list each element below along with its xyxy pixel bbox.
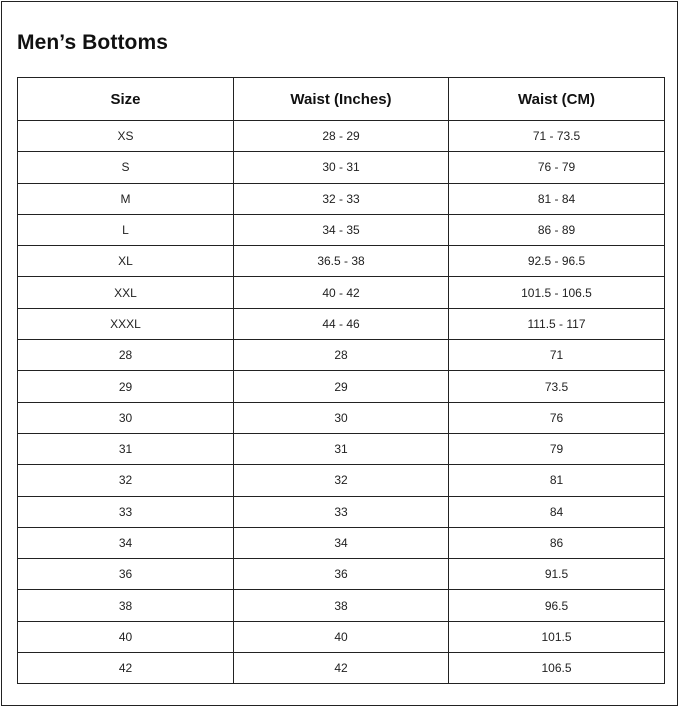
waist-inches-cell: 30 - 31 xyxy=(234,152,449,183)
column-header-waist-cm: Waist (CM) xyxy=(449,78,665,121)
table-row xyxy=(18,246,665,277)
waist-cm-cell: 96.5 xyxy=(449,590,665,621)
waist-inches-cell: 42 xyxy=(234,653,449,684)
column-header-size: Size xyxy=(18,78,234,121)
table-body xyxy=(18,121,665,684)
waist-inches-cell: 28 - 29 xyxy=(234,121,449,152)
size-cell: 42 xyxy=(18,653,234,684)
waist-inches-cell: 38 xyxy=(234,590,449,621)
table-row xyxy=(18,653,665,684)
waist-inches-cell: 32 xyxy=(234,465,449,496)
size-cell: 40 xyxy=(18,621,234,652)
size-cell: L xyxy=(18,214,234,245)
waist-cm-cell: 71 xyxy=(449,340,665,371)
waist-inches-cell: 33 xyxy=(234,496,449,527)
table-row xyxy=(18,121,665,152)
size-cell: 38 xyxy=(18,590,234,621)
size-cell: 28 xyxy=(18,340,234,371)
waist-cm-cell: 111.5 - 117 xyxy=(449,308,665,339)
waist-cm-cell: 101.5 xyxy=(449,621,665,652)
size-cell: XS xyxy=(18,121,234,152)
waist-cm-cell: 86 xyxy=(449,527,665,558)
table-row xyxy=(18,152,665,183)
waist-cm-cell: 101.5 - 106.5 xyxy=(449,277,665,308)
waist-cm-cell: 79 xyxy=(449,433,665,464)
table-row xyxy=(18,527,665,558)
waist-inches-cell: 29 xyxy=(234,371,449,402)
table-row xyxy=(18,308,665,339)
table-row xyxy=(18,433,665,464)
waist-cm-cell: 91.5 xyxy=(449,559,665,590)
size-chart-frame xyxy=(1,1,678,706)
table-row xyxy=(18,559,665,590)
size-cell: XXL xyxy=(18,277,234,308)
size-cell: XL xyxy=(18,246,234,277)
size-cell: 31 xyxy=(18,433,234,464)
waist-inches-cell: 44 - 46 xyxy=(234,308,449,339)
table-header-row xyxy=(18,78,665,121)
table-row xyxy=(18,277,665,308)
waist-inches-cell: 30 xyxy=(234,402,449,433)
waist-cm-cell: 71 - 73.5 xyxy=(449,121,665,152)
size-cell: M xyxy=(18,183,234,214)
waist-cm-cell: 81 xyxy=(449,465,665,496)
waist-cm-cell: 76 - 79 xyxy=(449,152,665,183)
waist-cm-cell: 76 xyxy=(449,402,665,433)
waist-cm-cell: 92.5 - 96.5 xyxy=(449,246,665,277)
table-row xyxy=(18,465,665,496)
size-cell: 32 xyxy=(18,465,234,496)
waist-inches-cell: 32 - 33 xyxy=(234,183,449,214)
waist-cm-cell: 84 xyxy=(449,496,665,527)
size-cell: 34 xyxy=(18,527,234,558)
size-cell: 29 xyxy=(18,371,234,402)
waist-inches-cell: 40 xyxy=(234,621,449,652)
waist-inches-cell: 40 - 42 xyxy=(234,277,449,308)
waist-inches-cell: 34 xyxy=(234,527,449,558)
table-row xyxy=(18,214,665,245)
table-row xyxy=(18,496,665,527)
size-cell: 33 xyxy=(18,496,234,527)
waist-cm-cell: 86 - 89 xyxy=(449,214,665,245)
size-cell: 30 xyxy=(18,402,234,433)
column-header-waist-inches: Waist (Inches) xyxy=(234,78,449,121)
waist-inches-cell: 31 xyxy=(234,433,449,464)
table-row xyxy=(18,340,665,371)
table-row xyxy=(18,402,665,433)
page-title: Men’s Bottoms xyxy=(17,31,169,54)
waist-cm-cell: 73.5 xyxy=(449,371,665,402)
waist-inches-cell: 34 - 35 xyxy=(234,214,449,245)
size-table xyxy=(17,77,665,684)
size-cell: XXXL xyxy=(18,308,234,339)
table-row xyxy=(18,183,665,214)
table-row xyxy=(18,621,665,652)
waist-cm-cell: 81 - 84 xyxy=(449,183,665,214)
waist-inches-cell: 36 xyxy=(234,559,449,590)
waist-inches-cell: 36.5 - 38 xyxy=(234,246,449,277)
size-cell: S xyxy=(18,152,234,183)
table-row xyxy=(18,371,665,402)
table-row xyxy=(18,590,665,621)
size-cell: 36 xyxy=(18,559,234,590)
waist-cm-cell: 106.5 xyxy=(449,653,665,684)
waist-inches-cell: 28 xyxy=(234,340,449,371)
